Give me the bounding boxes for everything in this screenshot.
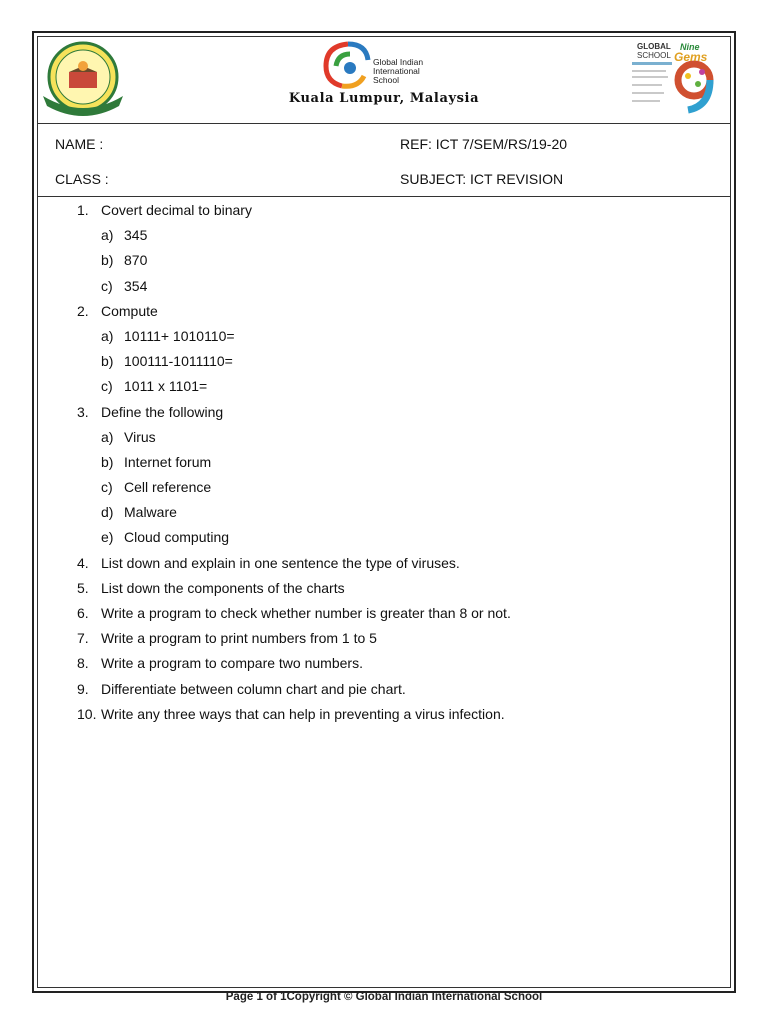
- logo-nine-text: Nine: [680, 42, 700, 52]
- question-item: [0, 679, 768, 704]
- sub-question: [0, 452, 768, 477]
- page-footer: Page 1 of 1Copyright © Global Indian International School: [225, 991, 543, 1003]
- question-number: 7.: [77, 630, 89, 647]
- question-item: [0, 704, 768, 729]
- sub-question: [0, 502, 768, 527]
- sub-text: 100111-1011110=: [124, 353, 233, 370]
- sub-label: c): [101, 378, 113, 395]
- question-text: List down and explain in one sentence the type of viruses.: [101, 554, 460, 571]
- school-name-line: School: [373, 75, 399, 85]
- sub-question: [0, 376, 768, 401]
- question-item: [0, 200, 768, 225]
- class-label: CLASS :: [55, 171, 109, 187]
- sub-text: Virus: [124, 428, 156, 445]
- sub-question: [0, 326, 768, 351]
- question-text: Write a program to print numbers from 1 to 5: [101, 630, 377, 647]
- sub-question: [0, 276, 768, 301]
- sub-label: b): [101, 353, 114, 370]
- question-number: 8.: [77, 655, 89, 672]
- sub-label: d): [101, 504, 114, 521]
- ref-code: REF: ICT 7/SEM/RS/19-20: [400, 136, 568, 152]
- question-item: [0, 301, 768, 326]
- sub-label: b): [101, 252, 114, 269]
- sub-text: 345: [124, 227, 148, 244]
- question-item: [0, 628, 768, 653]
- sub-question: [0, 225, 768, 250]
- question-text: Differentiate between column chart and pie chart.: [101, 680, 406, 697]
- school-name: [373, 58, 423, 85]
- sub-label: b): [101, 453, 114, 470]
- question-item: [0, 553, 768, 578]
- question-number: 1.: [77, 202, 89, 218]
- sub-text: Internet forum: [124, 453, 212, 470]
- question-text: Write any three ways that can help in preventing a virus infection.: [101, 705, 505, 722]
- question-number: 10.: [77, 705, 97, 722]
- question-list: [0, 200, 768, 729]
- gii-swirl-logo: [318, 38, 374, 92]
- question-text: Covert decimal to binary: [101, 202, 252, 218]
- campus-title: Kuala Lumpur, Malaysia: [288, 91, 480, 106]
- sub-label: a): [101, 327, 114, 344]
- sub-label: c): [101, 479, 113, 496]
- logo-school-text: SCHOOL: [637, 51, 671, 60]
- sub-label: e): [101, 529, 114, 546]
- header-divider: [37, 123, 731, 124]
- question-number: 2.: [77, 302, 89, 319]
- sub-text: 870: [124, 252, 148, 269]
- school-name-line: International: [373, 66, 420, 76]
- question-text: Compute: [101, 302, 158, 319]
- sub-question: [0, 527, 768, 552]
- question-text: Write a program to compare two numbers.: [101, 655, 363, 672]
- name-label: NAME :: [55, 136, 104, 152]
- sub-text: 354: [124, 277, 148, 294]
- sub-label: c): [101, 277, 113, 294]
- sub-question: [0, 477, 768, 502]
- sub-text: Cloud computing: [124, 529, 230, 546]
- question-item: [0, 603, 768, 628]
- sub-text: 10111+ 1010110=: [124, 327, 235, 344]
- school-name-line: Global Indian: [373, 57, 424, 67]
- question-number: 6.: [77, 605, 89, 621]
- logo-global-text: GLOBAL: [637, 42, 671, 51]
- question-text: Write a program to check whether number is greater than 8 or not.: [101, 605, 511, 621]
- sub-question: [0, 427, 768, 452]
- sub-label: a): [101, 428, 114, 445]
- question-item: [0, 402, 768, 427]
- sub-text: 1011 x 1101=: [124, 378, 208, 395]
- sub-question: [0, 351, 768, 376]
- sub-text: Malware: [124, 504, 177, 521]
- question-number: 5.: [77, 579, 89, 596]
- sub-question: [0, 250, 768, 275]
- meta-divider: [37, 196, 731, 197]
- logo-gems-text: Gems: [674, 50, 708, 64]
- sub-label: a): [101, 227, 114, 244]
- question-text: List down the components of the charts: [101, 579, 345, 596]
- question-number: 9.: [77, 680, 89, 697]
- question-number: 4.: [77, 554, 89, 571]
- question-item: [0, 578, 768, 603]
- subject-label: SUBJECT: ICT REVISION: [400, 171, 564, 187]
- question-number: 3.: [77, 403, 89, 420]
- question-item: [0, 653, 768, 678]
- question-text: Define the following: [101, 403, 224, 420]
- sub-text: Cell reference: [124, 479, 212, 496]
